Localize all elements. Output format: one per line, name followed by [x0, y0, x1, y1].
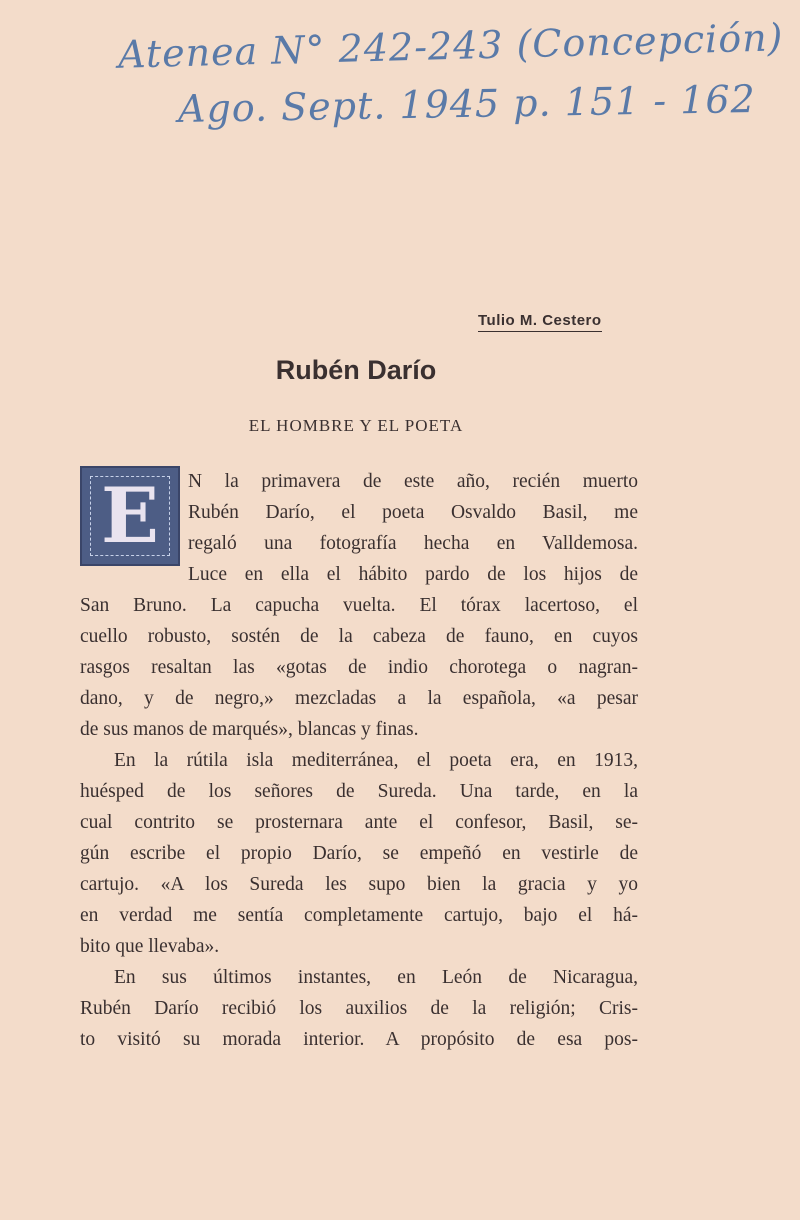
- body-line: Luce en ella el hábito pardo de los hijos de: [188, 564, 638, 585]
- body-line: En sus últimos instantes, en León de Nicaragua,: [114, 967, 638, 988]
- body-line: En la rútila isla mediterránea, el poeta era, en 1913,: [114, 750, 638, 771]
- body-line: en verdad me sentía completamente cartujo, bajo el há-: [80, 905, 638, 926]
- body-line: cuello robusto, sostén de la cabeza de fauno, en cuyos: [80, 626, 638, 647]
- body-line: gún escribe el propio Darío, se empeñó en vestirle de: [80, 843, 638, 864]
- drop-cap-letter: E: [101, 471, 159, 560]
- body-line: to visitó su morada interior. A propósito de esa pos-: [80, 1029, 638, 1050]
- body-line: de sus manos de marqués», blancas y finas.: [80, 719, 419, 740]
- body-line: rasgos resaltan las «gotas de indio chorotega o nagran-: [80, 657, 638, 678]
- body-line: cual contrito se prosternara ante el confesor, Basil, se-: [80, 812, 638, 833]
- body-line: San Bruno. La capucha vuelta. El tórax lacertoso, el: [80, 595, 638, 616]
- article-subtitle: EL HOMBRE Y EL POETA: [248, 416, 464, 435]
- body-line: dano, y de negro,» mezcladas a la española, «a pesar: [80, 688, 638, 709]
- body-line: huésped de los señores de Sureda. Una tarde, en la: [80, 781, 638, 802]
- handwritten-citation-line-2: Ago. Sept. 1945 p. 151 - 162: [177, 76, 757, 132]
- handwritten-citation-line-1: Atenea N° 242-243 (Concepción): [117, 15, 784, 77]
- article-title: Rubén Darío: [275, 355, 437, 385]
- body-line: regaló una fotografía hecha en Valldemosa.: [188, 533, 638, 554]
- body-line: Rubén Darío, el poeta Osvaldo Basil, me: [188, 502, 638, 523]
- body-line: cartujo. «A los Sureda les supo bien la gracia y yo: [80, 874, 638, 895]
- body-line: Rubén Darío recibió los auxilios de la religión; Cris-: [80, 998, 638, 1019]
- body-line: N la primavera de este año, recién muerto: [188, 471, 638, 492]
- body-line: bito que llevaba».: [80, 936, 220, 957]
- author-name: Tulio M. Cestero: [478, 312, 602, 332]
- decorative-drop-cap: [80, 466, 180, 566]
